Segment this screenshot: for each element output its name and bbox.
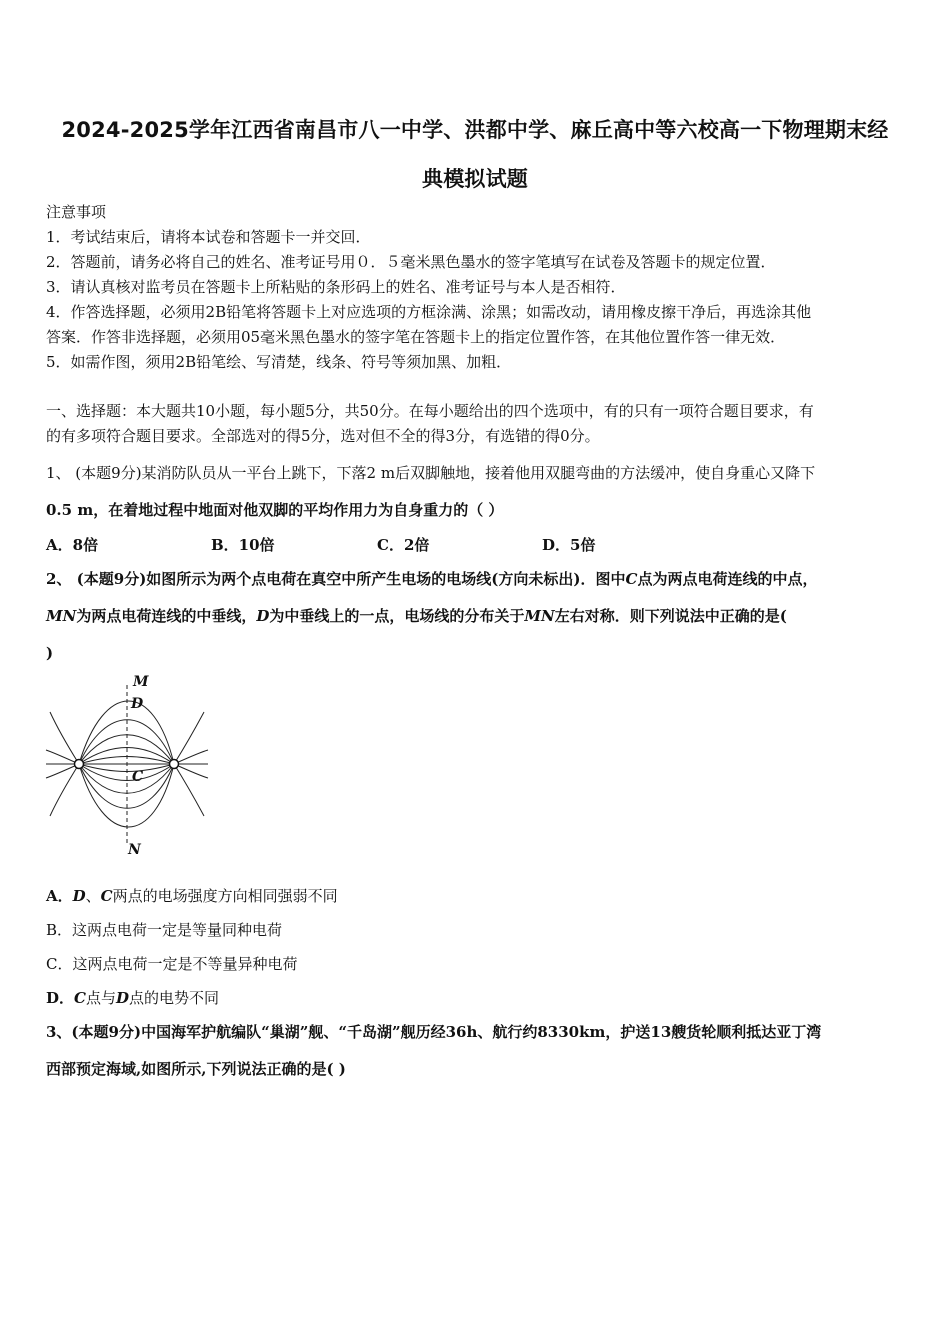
field-line [174,764,208,778]
question-2-stem-line-3: ) [46,644,54,662]
field-line [79,764,174,827]
field-line [50,764,79,816]
left-charge [75,760,84,769]
question-1-option-d[interactable]: D．5倍 [542,536,596,554]
notice-item: 3．请认真核对监考员在答题卡上所粘贴的条形码上的姓名、准考证号与本人是否相符． [46,278,626,296]
notice-item: 1．考试结束后，请将本试卷和答题卡一并交回． [46,228,371,246]
right-charge [170,760,179,769]
question-2-option-a[interactable]: A．D、C两点的电场强度方向相同强弱不同 [46,887,338,905]
exam-title-line-2: 典模拟试题 [422,167,528,191]
field-line [79,701,174,764]
notice-heading: 注意事项 [46,203,107,221]
question-1-option-c[interactable]: C．2倍 [377,536,430,554]
field-line [46,764,79,778]
notice-item: 4．作答选择题，必须用2B铅笔将答题卡上对应选项的方框涂满、涂黑；如需改动，请用橡皮擦干净后，再选涂其他 [46,303,812,321]
field-line [50,712,79,764]
notice-item: 5．如需作图，须用2B铅笔绘、写清楚，线条、符号等须加黑、加粗． [46,353,512,371]
field-line [174,764,204,816]
question-1-stem-line-2: 0.5 m，在着地过程中地面对他双脚的平均作用力为自身重力的（ ） [46,501,504,519]
question-2-stem-line-1: 2、 (本题9分)如图所示为两个点电荷在真空中所产生电场的电场线(方向未标出)．图中C点为两点电荷连线的中点， [46,570,818,588]
electric-field-lines-figure [44,670,214,860]
question-1-option-b[interactable]: B．10倍 [211,536,275,554]
notice-item: 答案．作答非选择题，必须用05毫米黑色墨水的签字笔在答题卡上的指定位置作答，在其他位置作答一律无效． [46,328,786,346]
label-d: D [131,696,144,712]
question-1-option-a[interactable]: A．8倍 [46,536,99,554]
question-2-option-b[interactable]: B．这两点电荷一定是等量同种电荷 [46,921,283,939]
field-diagram-svg [44,670,214,860]
question-2-option-d[interactable]: D．C点与D点的电势不同 [46,989,220,1007]
label-c: C [132,769,144,785]
field-line [174,712,204,764]
notice-item: 2．答题前，请务必将自己的姓名、准考证号用０．５毫米黑色墨水的签字笔填写在试卷及答题卡的规定位置． [46,253,776,271]
question-1-stem-line-1: 1、 (本题9分)某消防队员从一平台上跳下，下落2 m后双脚触地，接着他用双腿弯曲的方法缓冲，使自身重心又降下 [46,464,816,482]
question-2-option-c[interactable]: C．这两点电荷一定是不等量异种电荷 [46,955,298,973]
section-instructions-line-1: 一、选择题：本大题共10小题，每小题5分，共50分。在每小题给出的四个选项中，有的只有一项符合题目要求，有 [46,402,814,420]
label-n: N [128,842,141,858]
question-3-stem-line-1: 3、(本题9分)中国海军护航编队“巢湖”舰、“千岛湖”舰历经36h、航行约8330km，护送13艘货轮顺利抵达亚丁湾 [46,1023,822,1041]
question-2-stem-line-2: MN为两点电荷连线的中垂线，D为中垂线上的一点，电场线的分布关于MN左右对称．则下列说法中正确的是( [46,607,787,625]
exam-title-line-1: 2024-2025学年江西省南昌市八一中学、洪都中学、麻丘高中等六校高一下物理期末经 [61,118,889,142]
label-m: M [133,674,149,690]
section-instructions-line-2: 的有多项符合题目要求。全部选对的得5分，选对但不全的得3分，有选错的得0分。 [46,427,600,445]
question-3-stem-line-2: 西部预定海域,如图所示,下列说法正确的是( ) [46,1060,346,1078]
field-line [174,750,208,764]
field-line [46,750,79,764]
